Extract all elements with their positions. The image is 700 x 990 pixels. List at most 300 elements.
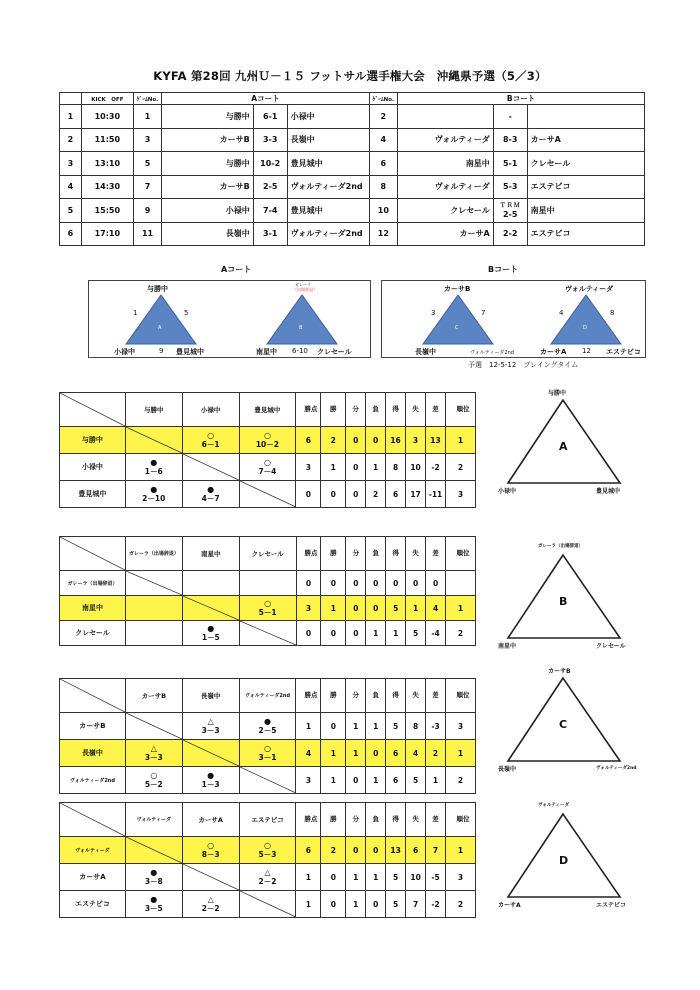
stat-pts: 0 [296, 621, 321, 646]
group-row [60, 713, 476, 740]
stat-header-gd [426, 537, 446, 571]
result-score: 2－2 [258, 876, 277, 886]
result-mark: ○ [150, 770, 158, 780]
stat-header-l [366, 679, 386, 713]
schedule-row [60, 222, 645, 246]
game-no-b: 4 [369, 128, 397, 152]
stat-gd: 7 [426, 837, 446, 864]
self-match-cell [125, 571, 182, 596]
stat-header-d [346, 537, 366, 571]
stat-header-l [366, 537, 386, 571]
self-diagonal [240, 481, 296, 507]
stat-l: 0 [366, 837, 386, 864]
stat-header-text: 得 [392, 549, 399, 557]
stat-pts: 6 [296, 427, 321, 454]
team-name: カーサB [60, 713, 126, 740]
stat-d: 1 [346, 740, 366, 767]
kickoff-time: 14:30 [81, 175, 133, 199]
group-row [60, 891, 476, 918]
row-number: 2 [60, 128, 82, 152]
stat-l: 1 [366, 767, 386, 794]
stat-gf: 6 [386, 481, 406, 508]
stat-l: 2 [366, 481, 386, 508]
stat-header-w [321, 393, 346, 427]
stat-pts: 3 [296, 767, 321, 794]
stat-pts: 3 [296, 454, 321, 481]
stat-gd: -11 [426, 481, 446, 508]
stat-ga: 10 [406, 864, 426, 891]
stat-ga: 5 [406, 621, 426, 646]
stat-ga: 0 [406, 571, 426, 596]
result-mark: ○ [264, 598, 272, 608]
court-b-home [398, 105, 494, 129]
match-result [182, 713, 239, 740]
team-name: ヴォルティーダ [60, 837, 126, 864]
stat-header-text: 差 [432, 549, 439, 557]
schedule-row [60, 152, 645, 176]
corner-cell [60, 679, 126, 713]
corner-diagonal [60, 803, 125, 836]
stat-header-pts [296, 537, 321, 571]
team-name: カーサA [60, 864, 126, 891]
stat-rank: 1 [446, 596, 476, 621]
stat-header-text: 勝 [330, 815, 337, 823]
group-a-diagram [496, 388, 646, 506]
stat-header-text: 得 [392, 815, 399, 823]
match-result [125, 740, 182, 767]
court-a-away: 小禄中 [287, 105, 369, 129]
court-a-tri2-bottom-no: 6-10 [292, 347, 308, 355]
stat-header-text: 順位 [456, 405, 470, 413]
game-no-b: 2 [369, 105, 397, 129]
stat-gf: 5 [386, 713, 406, 740]
group-header-row [60, 537, 476, 571]
court-b-score: - [493, 105, 527, 129]
stat-d: 0 [346, 596, 366, 621]
group-row [60, 454, 476, 481]
game-no-a: 7 [133, 175, 161, 199]
stat-header-ga [406, 393, 426, 427]
court-b-tri1-center: C [455, 325, 459, 331]
stat-rank: 2 [446, 891, 476, 918]
stat-rank: 1 [445, 427, 475, 454]
stat-w: 0 [321, 891, 346, 918]
court-b-tri2-right-no: 8 [610, 309, 615, 317]
triangle-c-shape [423, 295, 493, 344]
self-diagonal [183, 740, 239, 766]
stat-gf: 0 [386, 571, 406, 596]
stat-header-w [321, 679, 346, 713]
stat-w: 0 [321, 571, 346, 596]
result-score: 8－3 [201, 849, 220, 859]
court-a-away: ヴォルティーダ2nd [287, 222, 369, 246]
match-result [125, 454, 182, 481]
self-diagonal [240, 767, 296, 793]
stat-rank: 1 [446, 740, 476, 767]
stat-rank: 2 [445, 454, 475, 481]
match-result [125, 891, 182, 918]
stat-header-text: 分 [352, 405, 359, 413]
group-header-row [60, 393, 476, 427]
self-match-cell [182, 740, 239, 767]
result-mark: ○ [207, 430, 215, 440]
team-name: クレセール [60, 621, 126, 646]
court-b-tri2-top: ヴォルティーダ [565, 285, 614, 293]
court-b-score: 5-3 [493, 175, 527, 199]
court-b-tri1-br: ヴォルティーダ2nd [470, 350, 514, 356]
court-a-score: 3-1 [253, 222, 287, 246]
stat-header-rank [446, 679, 476, 713]
game-no-a: 3 [133, 128, 161, 152]
corner-diagonal [60, 393, 125, 426]
stat-header-text: 分 [352, 549, 360, 557]
self-diagonal [126, 427, 182, 453]
stat-header-gd [426, 803, 446, 837]
stat-header-gd [426, 679, 446, 713]
stat-d: 0 [346, 767, 366, 794]
stat-header-text: 差 [432, 405, 439, 413]
result-score: 5－3 [258, 849, 277, 859]
court-a-score: 10-2 [253, 152, 287, 176]
court-b-note: ＴＲＭ [499, 201, 521, 209]
team-name: ヴォルティーダ2nd [60, 767, 126, 794]
group-row [60, 621, 476, 646]
stat-header-pts [296, 679, 321, 713]
row-number: 6 [60, 222, 82, 246]
stat-w: 1 [321, 767, 346, 794]
group-row [60, 596, 476, 621]
stat-pts: 3 [296, 596, 321, 621]
game-no-b: 6 [369, 152, 397, 176]
result-mark: ● [150, 457, 158, 467]
schedule-row [60, 199, 645, 223]
stat-gd: 13 [426, 427, 446, 454]
team-name: エステビコ [60, 891, 126, 918]
match-result [239, 740, 296, 767]
opponent-header: 豊見城中 [239, 393, 296, 427]
result-score: 6－1 [201, 439, 220, 449]
schedule-table [59, 92, 645, 246]
court-a-tri1-br: 豊見城中 [176, 348, 204, 356]
triangle-top-label: ヴォルティーダ [538, 803, 569, 808]
group-c-table [59, 678, 476, 794]
court-a-tri2-br: クレセール [317, 348, 352, 356]
stat-pts: 6 [296, 837, 321, 864]
result-mark: ● [207, 623, 215, 633]
stat-header-text: 得 [392, 405, 399, 413]
result-score: 3－5 [144, 903, 163, 913]
stat-pts: 0 [296, 571, 321, 596]
stat-header-text: 負 [372, 405, 379, 413]
triangle-d-shape [551, 295, 621, 344]
court-a-score: 7-4 [253, 199, 287, 223]
stat-gf: 6 [386, 740, 406, 767]
court-a-tri2-top: ガレーラ [295, 282, 311, 287]
court-b-tri1-top: カーサB [444, 285, 471, 293]
stat-l: 0 [366, 891, 386, 918]
document-title: KYFA 第28回 九州Ｕ－１５ フットサル選手権大会 沖縄県予選（5／3） [153, 69, 547, 83]
court-b-tri2-br: エステビコ [606, 348, 641, 356]
result-mark: ● [207, 770, 215, 780]
result-mark: ● [150, 894, 158, 904]
team-name: 南星中 [60, 596, 126, 621]
triangle-br-label: クレセール [596, 643, 626, 650]
group-row [60, 767, 476, 794]
group-c-diagram [496, 666, 646, 784]
stat-header-gf [386, 537, 406, 571]
court-a-away: 長嶺中 [287, 128, 369, 152]
stat-l: 1 [366, 621, 386, 646]
opponent-header: エステビコ [239, 803, 296, 837]
group-letter: A [559, 440, 568, 453]
court-a-home: カーサB [162, 175, 253, 199]
triangle-br-label: ヴォルティーダ2nd [596, 766, 637, 771]
stat-gf: 6 [386, 767, 406, 794]
court-a-tri2-bl: 南星中 [256, 348, 277, 356]
triangle-bl-label: 長嶺中 [498, 766, 517, 773]
kickoff-time: 11:50 [81, 128, 133, 152]
stat-header-pts [296, 803, 321, 837]
corner-cell [60, 803, 126, 837]
triangle-bl-label: カーサA [498, 902, 521, 909]
match-result [239, 713, 296, 740]
match-result [125, 621, 182, 646]
court-b-away: カーサA [527, 128, 644, 152]
self-match-cell [125, 713, 182, 740]
group-row [60, 864, 476, 891]
stat-d: 0 [346, 481, 366, 508]
stat-gd: -5 [426, 864, 446, 891]
stat-header-pts [296, 393, 321, 427]
self-diagonal [126, 571, 182, 595]
opponent-header: 与勝中 [125, 393, 182, 427]
stat-header-d [346, 393, 366, 427]
stat-rank: 3 [446, 864, 476, 891]
court-a-home: 長嶺中 [162, 222, 253, 246]
kickoff-time: 10:30 [81, 105, 133, 129]
self-diagonal [240, 621, 296, 645]
match-result [182, 891, 239, 918]
result-score: 1－6 [144, 466, 163, 476]
match-result [239, 571, 296, 596]
court-a-score: 3-3 [253, 128, 287, 152]
stat-header-text: 負 [372, 815, 379, 823]
stat-header-text: 失 [412, 549, 419, 557]
result-score: 10－2 [255, 439, 279, 449]
self-diagonal [126, 713, 182, 739]
court-b-tri2-bottom-no: 12 [582, 347, 591, 355]
result-mark: △ [150, 743, 157, 753]
stat-header-text: 勝点 [304, 691, 318, 699]
team-name: ガレーラ（出場辞退） [60, 571, 126, 596]
court-b-tri1-right-no: 7 [481, 309, 486, 317]
stat-header-text: 差 [432, 815, 439, 823]
result-mark: ● [150, 867, 158, 877]
self-diagonal [183, 596, 239, 620]
court-b-score-value: 2-5 [502, 209, 518, 219]
court-a-home: 与勝中 [162, 152, 253, 176]
stat-gf: 8 [386, 454, 406, 481]
court-b-home: クレセール [398, 199, 494, 223]
self-match-cell [239, 891, 296, 918]
result-score: 3－8 [144, 876, 163, 886]
court-a-tri1-center: A [158, 325, 162, 331]
stat-w: 2 [321, 837, 346, 864]
match-result [125, 767, 182, 794]
self-diagonal [183, 454, 239, 480]
group-triangle [496, 388, 646, 506]
stat-header-text: 順位 [456, 815, 470, 823]
match-result [125, 481, 182, 508]
stat-ga: 17 [406, 481, 426, 508]
group-row [60, 740, 476, 767]
game-no-b: 12 [369, 222, 397, 246]
court-a-away: 豊見城中 [287, 152, 369, 176]
corner-diagonal [60, 679, 125, 712]
court-a-score: 6-1 [253, 105, 287, 129]
court-a-home: カーサB [162, 128, 253, 152]
stat-header-w [321, 537, 346, 571]
playing-time-note: 予選 12-5-12 プレイングタイム [468, 361, 579, 369]
court-b-tri2-left-no: 4 [559, 309, 564, 317]
stat-w: 1 [321, 454, 346, 481]
group-header-row [60, 679, 476, 713]
stat-l: 1 [366, 713, 386, 740]
stat-header-d [346, 803, 366, 837]
triangle-top-label: ガレーラ（出場辞退） [538, 544, 583, 549]
stat-gf: 16 [386, 427, 406, 454]
group-b-diagram [496, 543, 646, 661]
stat-header-gf [386, 679, 406, 713]
stat-gd: -2 [426, 454, 446, 481]
court-b-score: 5-1 [493, 152, 527, 176]
stat-w: 2 [321, 427, 346, 454]
result-mark: ○ [264, 743, 271, 753]
result-score: 5－1 [258, 607, 277, 617]
stat-header-w [321, 803, 346, 837]
stat-header-text: 勝点 [304, 815, 318, 823]
stat-header-text: 負 [372, 691, 379, 699]
court-b-away: クレセール [527, 152, 644, 176]
stat-header-ga [406, 537, 426, 571]
kickoff-header: KICK OFF [81, 93, 133, 105]
stat-header-text: 負 [372, 549, 380, 557]
corner-cell [60, 537, 126, 571]
stat-header-l [366, 393, 386, 427]
triangle-br-label: 豊見城中 [596, 488, 621, 495]
game-no-a-header: ｹﾞｰﾑNo. [133, 93, 161, 105]
court-b-score: 8-3 [493, 128, 527, 152]
result-mark: ● [207, 484, 215, 494]
team-name: 豊見城中 [60, 481, 126, 508]
stat-rank: 2 [446, 767, 476, 794]
stat-rank: 3 [446, 713, 476, 740]
stat-d: 0 [346, 454, 366, 481]
stat-l: 0 [366, 571, 386, 596]
row-number: 1 [60, 105, 82, 129]
triangle-a-shape [126, 295, 196, 344]
stat-header-text: 順位 [456, 549, 470, 557]
match-result [239, 427, 296, 454]
court-b-home: 南星中 [398, 152, 494, 176]
stat-rank: 2 [446, 621, 476, 646]
stat-ga: 1 [406, 596, 426, 621]
stat-pts: 4 [296, 740, 321, 767]
stat-ga: 4 [406, 740, 426, 767]
court-a-away: ヴォルティーダ2nd [287, 175, 369, 199]
stat-gf: 1 [386, 621, 406, 646]
stat-ga: 6 [406, 837, 426, 864]
result-mark: ○ [264, 840, 271, 850]
schedule-row [60, 175, 645, 199]
stat-header-text: 得 [392, 691, 399, 699]
group-a-table [59, 392, 476, 508]
stat-ga: 7 [406, 891, 426, 918]
stat-gf: 5 [386, 596, 406, 621]
stat-gd: 2 [426, 740, 446, 767]
stat-header-ga [406, 803, 426, 837]
court-a-away: 豊見城中 [287, 199, 369, 223]
stat-header-l [366, 803, 386, 837]
stat-ga: 8 [406, 713, 426, 740]
opponent-header: ガレーラ（出場辞退） [125, 537, 182, 571]
triangle-br-label: エステビコ [596, 902, 626, 909]
result-score: 1－3 [201, 779, 220, 789]
court-b-score [493, 199, 527, 223]
result-score: 3－3 [201, 725, 220, 735]
stat-header-rank [446, 537, 476, 571]
stat-gd: -4 [426, 621, 446, 646]
result-mark: △ [207, 716, 214, 726]
stat-d: 1 [346, 713, 366, 740]
schedule-row [60, 105, 645, 129]
stat-w: 0 [321, 864, 346, 891]
match-result [239, 864, 296, 891]
result-mark: ● [264, 716, 271, 726]
result-mark: ● [150, 484, 158, 494]
stat-d: 1 [346, 864, 366, 891]
triangle-top-label: カーサB [548, 668, 571, 675]
stat-d: 1 [346, 891, 366, 918]
self-diagonal [240, 891, 296, 917]
stat-d: 0 [346, 837, 366, 864]
court-a-tri1-left-no: 1 [133, 309, 138, 317]
group-row [60, 481, 476, 508]
self-match-cell [125, 837, 182, 864]
stat-header-gf [386, 393, 406, 427]
group-d-diagram [496, 802, 646, 920]
match-result [239, 596, 296, 621]
group-row [60, 837, 476, 864]
court-b-tri1-left-no: 3 [431, 309, 436, 317]
stat-ga: 3 [406, 427, 426, 454]
group-letter: D [559, 854, 569, 867]
stat-ga: 10 [406, 454, 426, 481]
stat-w: 1 [321, 740, 346, 767]
group-row [60, 427, 476, 454]
stat-header-rank [446, 803, 476, 837]
stat-gf: 5 [386, 864, 406, 891]
kickoff-time: 15:50 [81, 199, 133, 223]
result-mark: △ [264, 867, 271, 877]
court-b-score: 2-2 [493, 222, 527, 246]
group-d-table [59, 802, 476, 918]
stat-rank: 1 [446, 837, 476, 864]
stat-header-gf [386, 803, 406, 837]
corner-diagonal [60, 537, 125, 570]
court-b-tri2-bl: カーサA [540, 348, 567, 356]
opponent-header: ヴォルティーダ2nd [239, 679, 296, 713]
